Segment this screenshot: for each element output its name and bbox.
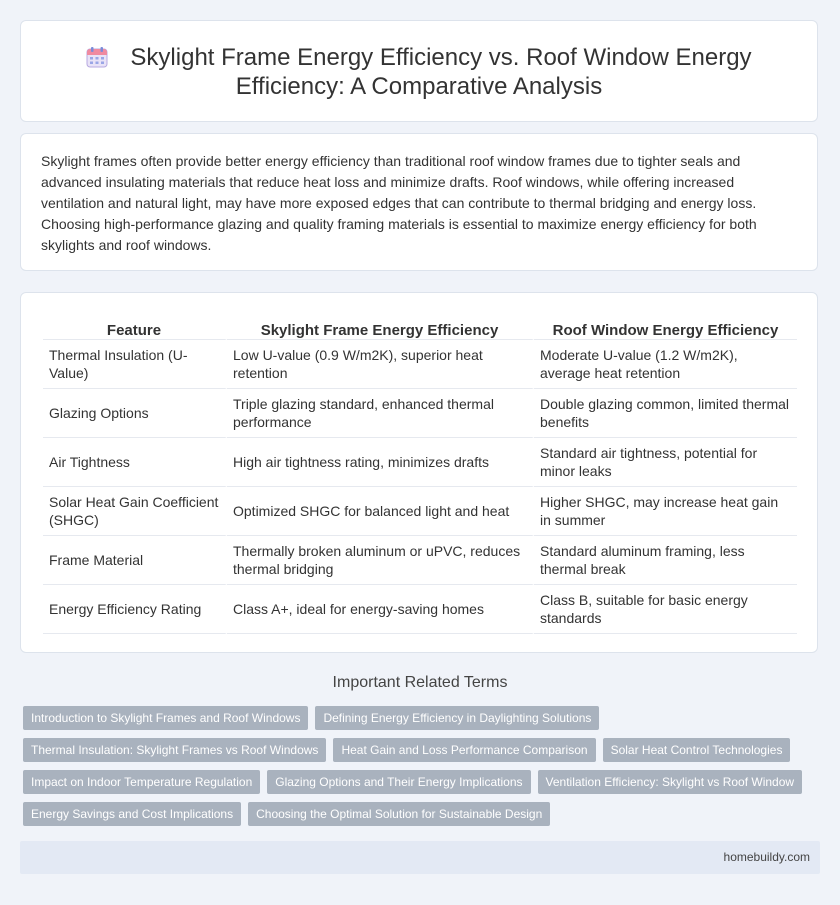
roof-window-cell: Double glazing common, limited thermal benefits [534,389,797,438]
title-wrap [81,43,757,101]
related-term-link[interactable]: Energy Savings and Cost Implications [23,802,241,826]
feature-cell: Energy Efficiency Rating [43,585,227,634]
related-term-link[interactable]: Ventilation Efficiency: Skylight vs Roof Window [538,770,803,794]
calendar-icon [86,46,108,68]
related-term-link[interactable]: Thermal Insulation: Skylight Frames vs Roof Windows [23,738,326,762]
page-title [81,43,757,101]
related-term-link[interactable]: Choosing the Optimal Solution for Sustainable Design [248,802,550,826]
table-row [43,340,797,389]
roof-window-cell: Class B, suitable for basic energy standards [534,585,797,634]
column-header-skylight: Skylight Frame Energy Efficiency [227,315,534,340]
page-title-text: Skylight Frame Energy Efficiency vs. Roof Window Energy Efficiency: A Comparative Analysis [130,44,752,100]
feature-cell: Thermal Insulation (U-Value) [43,340,227,389]
comparison-table-card [20,292,818,653]
related-term-link[interactable]: Heat Gain and Loss Performance Comparison [333,738,595,762]
column-header-roof-window: Roof Window Energy Efficiency [534,315,797,340]
intro-paragraph: Skylight frames often provide better energy efficiency than traditional roof window frames due to tighter seals and advanced insulating materials that reduce heat loss and minimize drafts. Roof windows, while offering increased ventilation and natural light, may have more exposed edges that can contribute to thermal bridging and energy loss. Choosing high-performance glazing and quality framing materials is essential to maximize energy efficiency for both skylights and roof windows. [41,153,757,253]
roof-window-cell: Standard air tightness, potential for minor leaks [534,438,797,487]
intro-card [20,133,818,271]
skylight-cell: Triple glazing standard, enhanced thermal performance [227,389,534,438]
feature-cell: Air Tightness [43,438,227,487]
skylight-cell: Low U-value (0.9 W/m2K), superior heat retention [227,340,534,389]
related-term-link[interactable]: Impact on Indoor Temperature Regulation [23,770,260,794]
roof-window-cell: Standard aluminum framing, less thermal break [534,536,797,585]
related-term-link[interactable]: Solar Heat Control Technologies [603,738,791,762]
footer-site-link[interactable]: homebuildy.com [723,850,810,864]
related-terms-heading: Important Related Terms [332,674,508,691]
related-term-link[interactable]: Introduction to Skylight Frames and Roof Windows [23,706,308,730]
feature-cell: Frame Material [43,536,227,585]
related-term-link[interactable]: Glazing Options and Their Energy Implications [267,770,530,794]
related-terms-list [23,706,823,834]
related-term-link[interactable]: Defining Energy Efficiency in Daylighting Solutions [315,706,599,730]
column-header-feature: Feature [43,315,227,340]
skylight-cell: Thermally broken aluminum or uPVC, reduces thermal bridging [227,536,534,585]
table-row [43,389,797,438]
roof-window-cell: Higher SHGC, may increase heat gain in summer [534,487,797,536]
skylight-cell: High air tightness rating, minimizes drafts [227,438,534,487]
feature-cell: Glazing Options [43,389,227,438]
footer [20,841,820,874]
feature-cell: Solar Heat Gain Coefficient (SHGC) [43,487,227,536]
header-card [20,20,818,122]
skylight-cell: Optimized SHGC for balanced light and heat [227,487,534,536]
table-row [43,487,797,536]
tag-row [23,770,823,794]
table-header-row [43,315,797,340]
table-row [43,585,797,634]
tag-row [23,738,823,762]
skylight-cell: Class A+, ideal for energy-saving homes [227,585,534,634]
tag-row [23,706,823,730]
roof-window-cell: Moderate U-value (1.2 W/m2K), average heat retention [534,340,797,389]
table-row [43,536,797,585]
comparison-table [43,315,797,634]
table-row [43,438,797,487]
tag-row [23,802,823,826]
